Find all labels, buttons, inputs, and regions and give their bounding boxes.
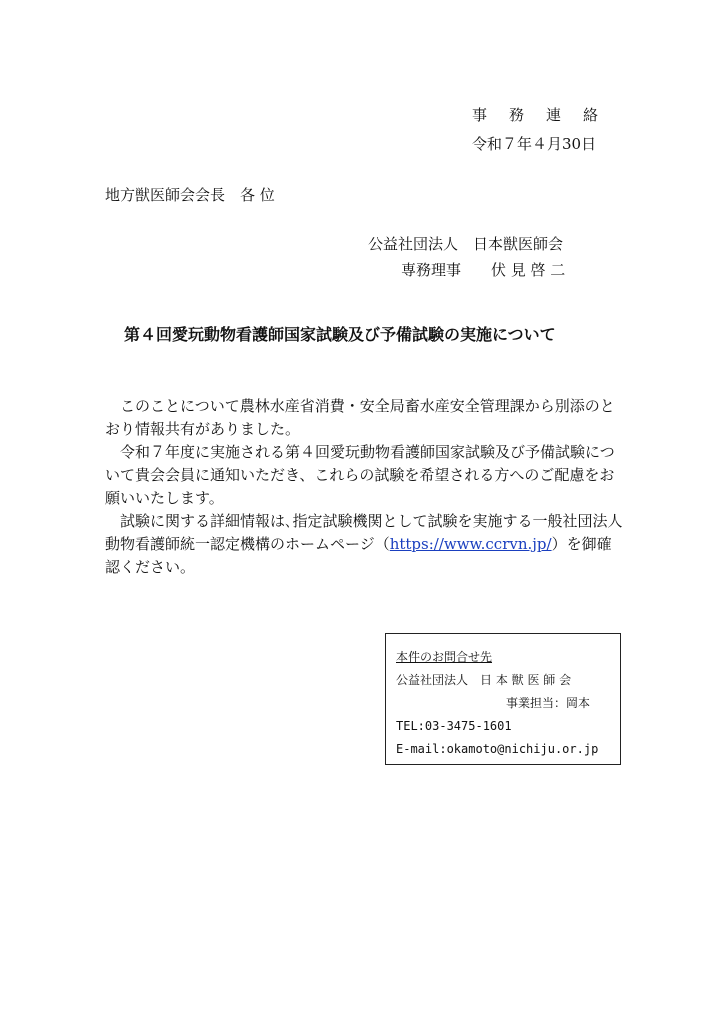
contact-heading: 本件のお問合せ先 — [396, 650, 493, 664]
contact-tel: TEL:03-3475-1601 — [396, 719, 512, 733]
sender-person: 専務理事 伏 見 啓 二 — [401, 261, 566, 279]
contact-box — [385, 633, 621, 765]
sender-org: 公益社団法人 日本獣医師会 — [368, 235, 564, 253]
paragraph-3 — [105, 510, 625, 579]
contact-person: 事業担当：岡本 — [506, 696, 591, 710]
recipient: 地方獣医師会会長 各 位 — [105, 186, 275, 204]
paragraph-3-text: 試験に関する詳細情報は､指定試験機関として試験を実施する一般社団法人動物看護師統一認定機構のホームページ（ — [105, 512, 623, 553]
contact-org: 公益社団法人 日 本 獣 医 師 会 — [396, 673, 572, 687]
paragraph-3-end: ）を御確認ください。 — [105, 535, 612, 576]
document-title: 第４回愛玩動物看護師国家試験及び予備試験の実施について — [124, 325, 556, 344]
body-text — [105, 395, 625, 579]
paragraph-2: 令和７年度に実施される第４回愛玩動物看護師国家試験及び予備試験について貴会会員に通知いただき、これらの試験を希望される方へのご配慮をお願いいたします。 — [105, 443, 615, 507]
date: 令和７年４月30日 — [472, 135, 597, 153]
ccrvn-link[interactable]: https://www.ccrvn.jp/ — [389, 535, 552, 553]
doc-type: 事務連絡 — [472, 106, 621, 124]
contact-email[interactable]: E-mail:okamoto@nichiju.or.jp — [396, 742, 599, 756]
paragraph-1: このことについて農林水産省消費・安全局畜水産安全管理課から別添のとおり情報共有がありました。 — [105, 397, 615, 438]
